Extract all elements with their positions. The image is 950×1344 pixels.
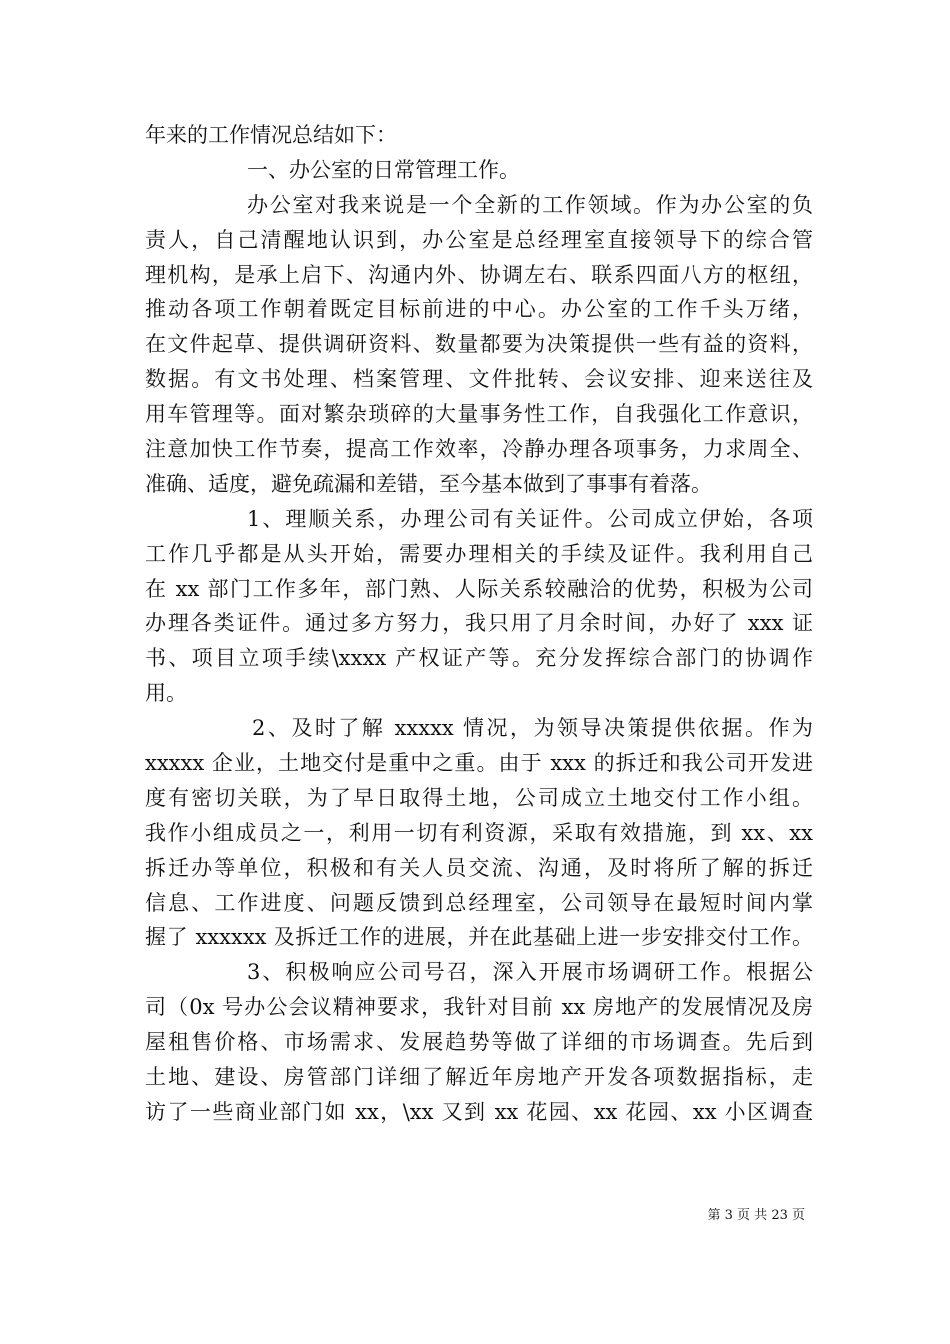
text-line: 工作几乎都是从头开始，需要办理相关的手续及证件。我利用自己 <box>145 541 813 566</box>
paragraph-first-line: 办公室对我来说是一个全新的工作领域。作为办公室的负 <box>247 192 813 217</box>
text-line: 土地、建设、房管部门详细了解近年房地产开发各项数据指标，走 <box>145 1065 813 1090</box>
paragraph-first-line: 1、理顺关系，办理公司有关证件。公司成立伊始，各项 <box>247 506 813 531</box>
text-line: 准确、适度，避免疏漏和差错，至今基本做到了事事有着落。 <box>145 471 712 496</box>
text-line: 数据。有文书处理、档案管理、文件批转、会议安排、迎来送往及 <box>145 367 813 392</box>
text-line: 书、项目立项手续\xxxx 产权证产等。充分发挥综合部门的协调作 <box>145 646 813 671</box>
text-line: 在文件起草、提供调研资料、数量都要为决策提供一些有益的资料， <box>145 332 813 357</box>
text-line: xxxxx 企业，土地交付是重中之重。由于 xxx 的拆迁和我公司开发进 <box>145 751 813 776</box>
text-line: 用车管理等。面对繁杂琐碎的大量事务性工作，自我强化工作意识， <box>145 402 813 427</box>
section-heading: 一、办公室的日常管理工作。 <box>247 157 520 182</box>
text-line: 我作小组成员之一，利用一切有利资源，采取有效措施，到 xx、xx <box>145 820 813 845</box>
text-line: 在 xx 部门工作多年，部门熟、人际关系较融洽的优势，积极为公司 <box>145 576 813 601</box>
text-line: 司（0x 号办公会议精神要求，我针对目前 xx 房地产的发展情况及房 <box>145 995 813 1020</box>
text-line: 握了 xxxxxx 及拆迁工作的进展，并在此基础上进一步安排交付工作。 <box>145 925 813 950</box>
paragraph-first-line: 3、积极响应公司号召，深入开展市场调研工作。根据公 <box>247 960 813 985</box>
page-footer: 第 3 页 共 23 页 <box>707 1208 805 1223</box>
text-line: 推动各项工作朝着既定目标前进的中心。办公室的工作千头万绪， <box>145 297 813 322</box>
text-line: 访了一些商业部门如 xx，\xx 又到 xx 花园、xx 花园、xx 小区调查 <box>145 1099 813 1124</box>
text-line: 屋租售价格、市场需求、发展趋势等做了详细的市场调查。先后到 <box>145 1030 813 1055</box>
text-line: 信息、工作进度、问题反馈到总经理室，公司领导在最短时间内掌 <box>145 890 813 915</box>
text-line: 度有密切关联，为了早日取得土地，公司成立土地交付工作小组。 <box>145 785 813 810</box>
text-line: 注意加快工作节奏，提高工作效率，冷静办理各项事务，力求周全、 <box>145 437 813 462</box>
text-line: 用。 <box>145 681 187 706</box>
text-line: 责人，自己清醒地认识到，办公室是总经理室直接领导下的综合管 <box>145 227 813 252</box>
document-body <box>145 118 813 1130</box>
text-line: 年来的工作情况总结如下： <box>145 123 397 147</box>
text-line: 拆迁办等单位，积极和有关人员交流、沟通，及时将所了解的拆迁 <box>145 855 813 880</box>
paragraph-first-line: 2、及时了解 xxxxx 情况，为领导决策提供依据。作为 <box>252 716 813 741</box>
text-line: 办理各类证件。通过多方努力，我只用了月余时间，办好了 xxx 证 <box>145 611 813 636</box>
text-line: 理机构，是承上启下、沟通内外、协调左右、联系四面八方的枢纽， <box>145 262 813 287</box>
